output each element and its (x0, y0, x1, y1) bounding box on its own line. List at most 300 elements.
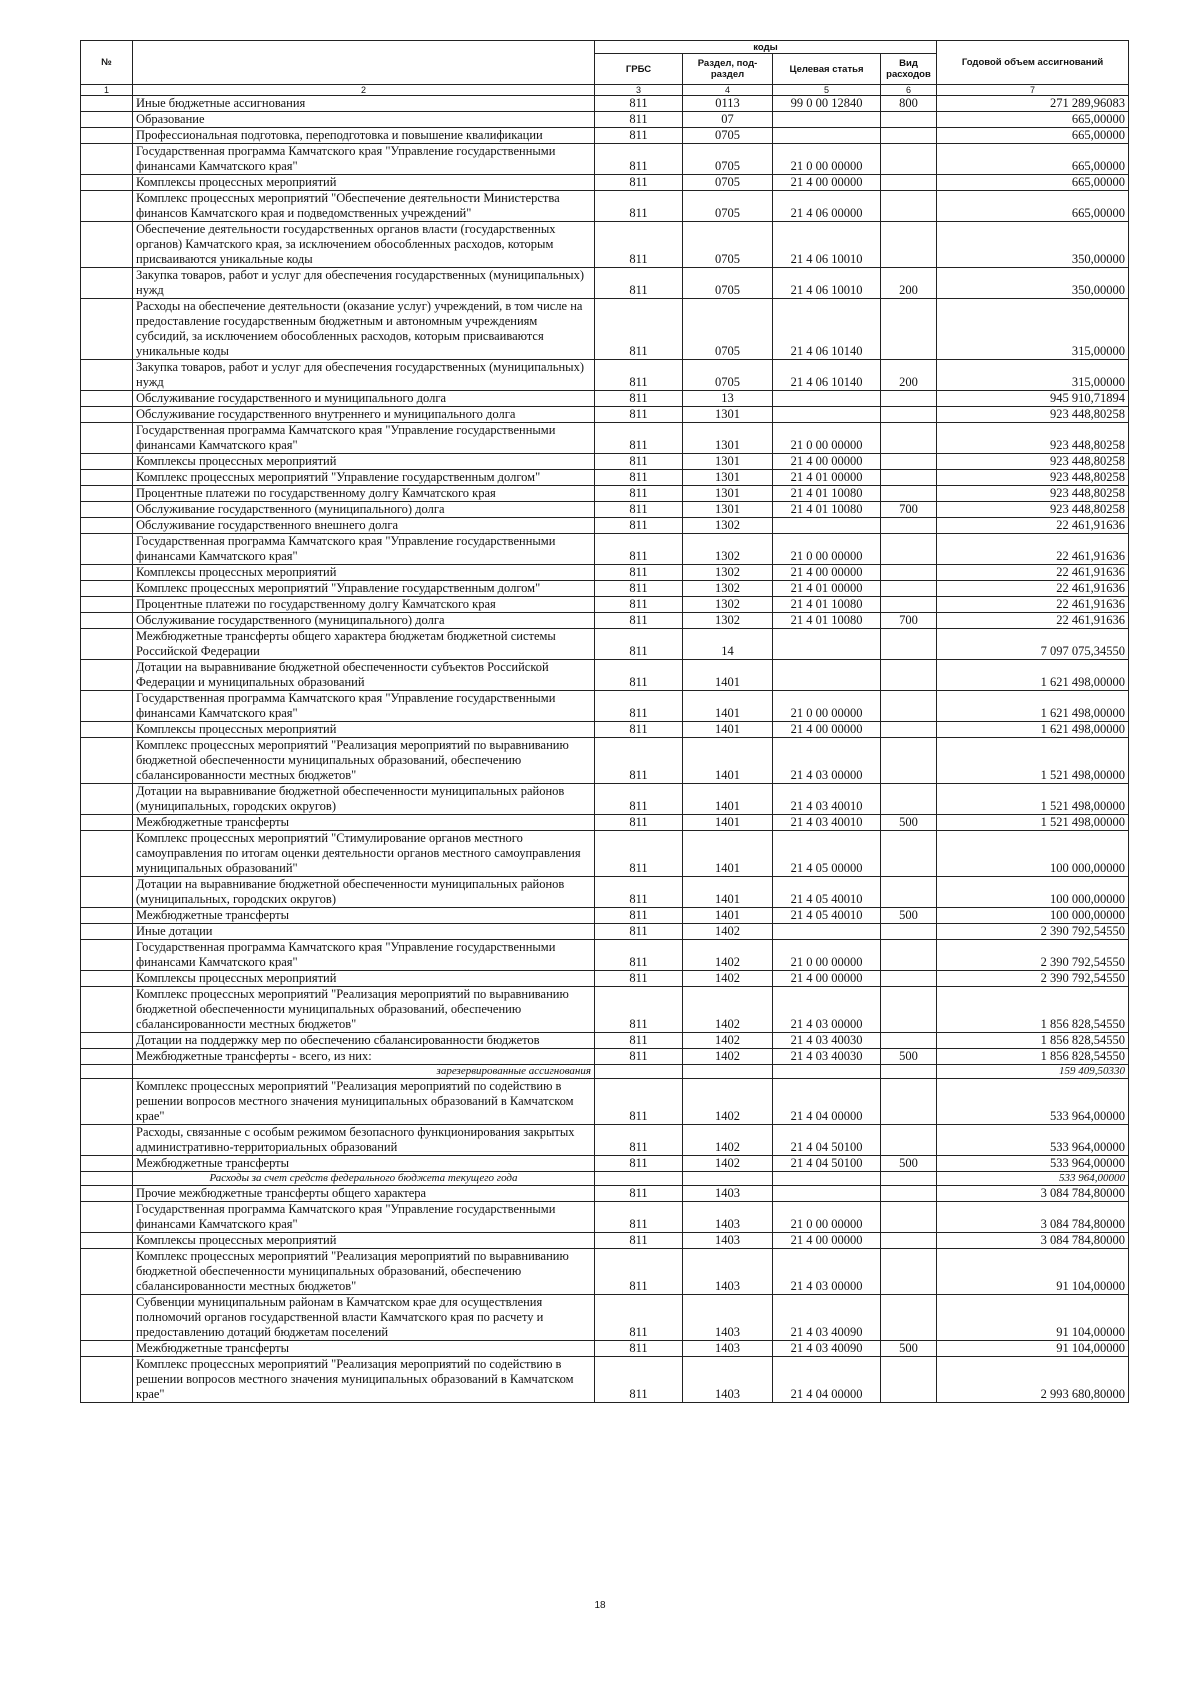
row-target-cell: 21 4 03 00000 (773, 987, 881, 1033)
row-amount-cell: 315,00000 (937, 360, 1129, 391)
row-grbs-cell: 811 (595, 486, 683, 502)
row-kind-cell (881, 486, 937, 502)
table-row (81, 784, 1129, 815)
row-target-cell: 21 4 00 00000 (773, 175, 881, 191)
row-target-cell: 21 0 00 00000 (773, 691, 881, 722)
row-grbs-cell: 811 (595, 222, 683, 268)
row-grbs-cell: 811 (595, 908, 683, 924)
row-target-cell: 21 4 00 00000 (773, 971, 881, 987)
row-kind-cell (881, 738, 937, 784)
row-target-cell (773, 1186, 881, 1202)
row-section-cell: 1403 (683, 1341, 773, 1357)
table-row (81, 128, 1129, 144)
row-kind-cell (881, 454, 937, 470)
row-grbs-cell: 811 (595, 971, 683, 987)
row-kind-cell (881, 597, 937, 613)
row-amount-cell: 100 000,00000 (937, 908, 1129, 924)
row-grbs-cell: 811 (595, 470, 683, 486)
column-numbers-row (81, 85, 1129, 96)
row-kind-cell (881, 940, 937, 971)
row-grbs-cell: 811 (595, 738, 683, 784)
table-row (81, 191, 1129, 222)
row-amount-cell: 22 461,91636 (937, 534, 1129, 565)
row-name-cell: Государственная программа Камчатского края "Управление государственными финансами Камчатского края" (133, 144, 595, 175)
row-name-cell: Процентные платежи по государственному долгу Камчатского края (133, 597, 595, 613)
table-row (81, 691, 1129, 722)
row-grbs-cell: 811 (595, 1341, 683, 1357)
table-row (81, 597, 1129, 613)
row-target-cell: 21 4 01 00000 (773, 470, 881, 486)
row-section-cell: 0705 (683, 144, 773, 175)
row-amount-cell: 923 448,80258 (937, 454, 1129, 470)
row-number-cell (81, 565, 133, 581)
col-number-3: 3 (595, 85, 683, 96)
row-grbs-cell: 811 (595, 1202, 683, 1233)
row-name-cell: Межбюджетные трансферты (133, 1156, 595, 1172)
row-kind-cell (881, 1125, 937, 1156)
table-row (81, 423, 1129, 454)
row-kind-cell (881, 565, 937, 581)
row-kind-cell (881, 518, 937, 534)
row-section-cell: 1301 (683, 470, 773, 486)
row-grbs-cell: 811 (595, 1156, 683, 1172)
row-number-cell (81, 222, 133, 268)
table-row (81, 1233, 1129, 1249)
row-name-cell: Прочие межбюджетные трансферты общего характера (133, 1186, 595, 1202)
row-amount-cell: 91 104,00000 (937, 1249, 1129, 1295)
row-section-cell: 0705 (683, 299, 773, 360)
row-number-cell (81, 1125, 133, 1156)
row-section-cell: 1401 (683, 908, 773, 924)
row-name-cell: Государственная программа Камчатского края "Управление государственными финансами Камчатского края" (133, 940, 595, 971)
row-section-cell: 1403 (683, 1186, 773, 1202)
row-number-cell (81, 1033, 133, 1049)
row-section-cell (683, 1172, 773, 1186)
row-section-cell: 1401 (683, 877, 773, 908)
row-number-cell (81, 470, 133, 486)
row-number-cell (81, 629, 133, 660)
row-amount-cell: 665,00000 (937, 144, 1129, 175)
table-row (81, 470, 1129, 486)
row-amount-cell: 1 856 828,54550 (937, 987, 1129, 1033)
row-amount-cell: 159 409,50330 (937, 1065, 1129, 1079)
table-row (81, 565, 1129, 581)
row-amount-cell: 91 104,00000 (937, 1295, 1129, 1341)
row-section-cell: 1301 (683, 423, 773, 454)
table-row (81, 738, 1129, 784)
row-grbs-cell (595, 1065, 683, 1079)
row-name-cell: зарезервированные ассигнования (133, 1065, 595, 1079)
row-amount-cell: 271 289,96083 (937, 96, 1129, 112)
row-target-cell (773, 128, 881, 144)
row-kind-cell (881, 175, 937, 191)
row-section-cell: 0705 (683, 268, 773, 299)
row-grbs-cell: 811 (595, 815, 683, 831)
row-section-cell: 1301 (683, 407, 773, 423)
row-grbs-cell: 811 (595, 1125, 683, 1156)
row-amount-cell: 533 964,00000 (937, 1125, 1129, 1156)
row-number-cell (81, 660, 133, 691)
header-amount: Годовой объем ассигнований (937, 41, 1129, 85)
row-name-cell: Иные бюджетные ассигнования (133, 96, 595, 112)
row-number-cell (81, 1357, 133, 1403)
header-section: Раздел, под-раздел (683, 54, 773, 85)
row-name-cell: Субвенции муниципальным районам в Камчатском крае для осуществления полномочий органов государственной власти Камчатского края по расчету и предоставлению дотаций бюджетам поселений (133, 1295, 595, 1341)
row-kind-cell (881, 1079, 937, 1125)
row-amount-cell: 923 448,80258 (937, 407, 1129, 423)
row-target-cell: 21 4 00 00000 (773, 722, 881, 738)
row-kind-cell (881, 470, 937, 486)
row-grbs-cell: 811 (595, 454, 683, 470)
table-row (81, 144, 1129, 175)
row-target-cell: 21 4 03 40010 (773, 815, 881, 831)
row-section-cell: 1402 (683, 1033, 773, 1049)
table-row (81, 629, 1129, 660)
row-name-cell: Комплекс процессных мероприятий "Управление государственным долгом" (133, 470, 595, 486)
row-name-cell: Профессиональная подготовка, переподготовка и повышение квалификации (133, 128, 595, 144)
table-row (81, 1249, 1129, 1295)
row-name-cell: Процентные платежи по государственному долгу Камчатского края (133, 486, 595, 502)
row-amount-cell: 315,00000 (937, 299, 1129, 360)
row-section-cell: 1401 (683, 660, 773, 691)
table-row (81, 924, 1129, 940)
row-target-cell (773, 1065, 881, 1079)
row-target-cell: 21 0 00 00000 (773, 423, 881, 454)
row-target-cell: 21 0 00 00000 (773, 940, 881, 971)
row-amount-cell: 22 461,91636 (937, 518, 1129, 534)
table-row (81, 1341, 1129, 1357)
row-number-cell (81, 987, 133, 1033)
row-section-cell: 1401 (683, 738, 773, 784)
table-row (81, 486, 1129, 502)
table-row (81, 1156, 1129, 1172)
table-row (81, 877, 1129, 908)
row-amount-cell: 91 104,00000 (937, 1341, 1129, 1357)
row-grbs-cell: 811 (595, 391, 683, 407)
row-number-cell (81, 1249, 133, 1295)
row-target-cell: 21 4 03 00000 (773, 1249, 881, 1295)
row-number-cell (81, 360, 133, 391)
row-target-cell (773, 924, 881, 940)
row-section-cell: 1403 (683, 1295, 773, 1341)
row-target-cell: 21 0 00 00000 (773, 1202, 881, 1233)
row-amount-cell: 1 521 498,00000 (937, 738, 1129, 784)
row-grbs-cell: 811 (595, 128, 683, 144)
row-kind-cell: 500 (881, 908, 937, 924)
row-amount-cell: 2 390 792,54550 (937, 924, 1129, 940)
table-row (81, 722, 1129, 738)
row-grbs-cell: 811 (595, 96, 683, 112)
row-kind-cell (881, 1295, 937, 1341)
row-grbs-cell: 811 (595, 518, 683, 534)
row-target-cell: 21 4 06 00000 (773, 191, 881, 222)
header-grbs: ГРБС (595, 54, 683, 85)
row-grbs-cell: 811 (595, 423, 683, 454)
row-target-cell: 21 4 05 00000 (773, 831, 881, 877)
row-name-cell: Комплексы процессных мероприятий (133, 722, 595, 738)
row-section-cell: 1403 (683, 1357, 773, 1403)
row-name-cell: Комплексы процессных мероприятий (133, 175, 595, 191)
row-section-cell: 13 (683, 391, 773, 407)
row-kind-cell: 500 (881, 815, 937, 831)
table-row (81, 268, 1129, 299)
row-section-cell: 1403 (683, 1202, 773, 1233)
row-kind-cell (881, 1357, 937, 1403)
row-section-cell: 1403 (683, 1249, 773, 1295)
row-grbs-cell: 811 (595, 175, 683, 191)
row-name-cell: Комплексы процессных мероприятий (133, 565, 595, 581)
row-name-cell: Государственная программа Камчатского края "Управление государственными финансами Камчатского края" (133, 534, 595, 565)
row-target-cell: 21 4 06 10010 (773, 222, 881, 268)
row-kind-cell (881, 660, 937, 691)
table-row (81, 1186, 1129, 1202)
row-amount-cell: 1 856 828,54550 (937, 1033, 1129, 1049)
row-number-cell (81, 486, 133, 502)
row-grbs-cell: 811 (595, 565, 683, 581)
row-amount-cell: 1 621 498,00000 (937, 691, 1129, 722)
table-row (81, 815, 1129, 831)
row-amount-cell: 1 521 498,00000 (937, 784, 1129, 815)
row-name-cell: Государственная программа Камчатского края "Управление государственными финансами Камчатского края" (133, 1202, 595, 1233)
table-row (81, 660, 1129, 691)
row-number-cell (81, 1065, 133, 1079)
row-kind-cell: 700 (881, 613, 937, 629)
row-target-cell: 21 0 00 00000 (773, 144, 881, 175)
row-name-cell: Обслуживание государственного (муниципального) долга (133, 502, 595, 518)
row-target-cell: 21 4 01 10080 (773, 502, 881, 518)
row-name-cell: Комплекс процессных мероприятий "Реализация мероприятий по выравниванию бюджетной обеспеченности муниципальных образований, обеспечению сбалансированности местных бюджетов" (133, 1249, 595, 1295)
row-name-cell: Государственная программа Камчатского края "Управление государственными финансами Камчатского края" (133, 423, 595, 454)
row-amount-cell: 22 461,91636 (937, 565, 1129, 581)
row-grbs-cell: 811 (595, 581, 683, 597)
row-name-cell: Комплекс процессных мероприятий "Реализация мероприятий по выравниванию бюджетной обеспеченности муниципальных образований, обеспечению сбалансированности местных бюджетов" (133, 738, 595, 784)
row-number-cell (81, 738, 133, 784)
row-kind-cell (881, 407, 937, 423)
row-section-cell: 1402 (683, 1125, 773, 1156)
row-grbs-cell: 811 (595, 613, 683, 629)
row-grbs-cell: 811 (595, 534, 683, 565)
row-kind-cell (881, 1249, 937, 1295)
row-target-cell: 21 4 01 10080 (773, 613, 881, 629)
row-target-cell: 21 4 03 00000 (773, 738, 881, 784)
header-num: № (81, 41, 133, 85)
table-row (81, 96, 1129, 112)
row-grbs-cell: 811 (595, 191, 683, 222)
row-section-cell: 0705 (683, 175, 773, 191)
row-section-cell: 1302 (683, 518, 773, 534)
row-name-cell: Закупка товаров, работ и услуг для обеспечения государственных (муниципальных) нужд (133, 360, 595, 391)
row-number-cell (81, 908, 133, 924)
row-name-cell: Межбюджетные трансферты - всего, из них: (133, 1049, 595, 1065)
col-number-2: 2 (133, 85, 595, 96)
row-grbs-cell: 811 (595, 1233, 683, 1249)
budget-table (80, 40, 1129, 1403)
row-target-cell (773, 407, 881, 423)
row-kind-cell: 500 (881, 1156, 937, 1172)
row-number-cell (81, 722, 133, 738)
row-kind-cell (881, 831, 937, 877)
row-amount-cell: 350,00000 (937, 268, 1129, 299)
page-number: 18 (594, 1600, 606, 1611)
row-grbs-cell: 811 (595, 112, 683, 128)
row-section-cell: 1401 (683, 815, 773, 831)
header-kind: Вид расходов (881, 54, 937, 85)
table-row (81, 518, 1129, 534)
table-row (81, 908, 1129, 924)
row-number-cell (81, 1156, 133, 1172)
row-amount-cell: 100 000,00000 (937, 877, 1129, 908)
row-name-cell: Комплексы процессных мероприятий (133, 971, 595, 987)
row-name-cell: Дотации на выравнивание бюджетной обеспеченности муниципальных районов (муниципальных, городских округов) (133, 877, 595, 908)
row-number-cell (81, 784, 133, 815)
row-kind-cell: 700 (881, 502, 937, 518)
row-number-cell (81, 877, 133, 908)
row-name-cell: Обслуживание государственного и муниципального долга (133, 391, 595, 407)
row-target-cell: 21 4 00 00000 (773, 454, 881, 470)
row-grbs-cell: 811 (595, 877, 683, 908)
row-name-cell: Государственная программа Камчатского края "Управление государственными финансами Камчатского края" (133, 691, 595, 722)
row-amount-cell: 923 448,80258 (937, 470, 1129, 486)
row-kind-cell (881, 1233, 937, 1249)
row-kind-cell (881, 924, 937, 940)
row-kind-cell: 800 (881, 96, 937, 112)
table-row (81, 987, 1129, 1033)
row-number-cell (81, 1079, 133, 1125)
row-number-cell (81, 1341, 133, 1357)
row-grbs-cell: 811 (595, 1186, 683, 1202)
row-amount-cell: 3 084 784,80000 (937, 1186, 1129, 1202)
row-name-cell: Комплекс процессных мероприятий "Обеспечение деятельности Министерства финансов Камчатского края и подведомственных учреждений" (133, 191, 595, 222)
row-target-cell: 21 4 01 10080 (773, 486, 881, 502)
row-grbs-cell: 811 (595, 784, 683, 815)
row-section-cell: 1301 (683, 454, 773, 470)
row-section-cell: 1402 (683, 1079, 773, 1125)
row-amount-cell: 100 000,00000 (937, 831, 1129, 877)
row-number-cell (81, 423, 133, 454)
row-grbs-cell: 811 (595, 1295, 683, 1341)
row-number-cell (81, 1233, 133, 1249)
row-number-cell (81, 96, 133, 112)
row-number-cell (81, 112, 133, 128)
row-amount-cell: 3 084 784,80000 (937, 1202, 1129, 1233)
row-target-cell: 21 4 05 40010 (773, 877, 881, 908)
row-amount-cell: 1 856 828,54550 (937, 1049, 1129, 1065)
table-row (81, 407, 1129, 423)
row-amount-cell: 22 461,91636 (937, 597, 1129, 613)
row-target-cell (773, 112, 881, 128)
row-number-cell (81, 268, 133, 299)
row-grbs-cell: 811 (595, 831, 683, 877)
row-number-cell (81, 1172, 133, 1186)
row-target-cell: 21 0 00 00000 (773, 534, 881, 565)
table-row (81, 299, 1129, 360)
row-number-cell (81, 613, 133, 629)
table-row (81, 940, 1129, 971)
row-target-cell: 21 4 04 00000 (773, 1079, 881, 1125)
row-grbs-cell: 811 (595, 360, 683, 391)
row-number-cell (81, 691, 133, 722)
row-kind-cell (881, 128, 937, 144)
row-amount-cell: 533 964,00000 (937, 1172, 1129, 1186)
row-name-cell: Расходы за счет средств федерального бюджета текущего года (133, 1172, 595, 1186)
row-target-cell (773, 1172, 881, 1186)
col-number-7: 7 (937, 85, 1129, 96)
col-number-1: 1 (81, 85, 133, 96)
row-number-cell (81, 815, 133, 831)
row-name-cell: Иные дотации (133, 924, 595, 940)
row-grbs-cell: 811 (595, 1049, 683, 1065)
row-amount-cell: 665,00000 (937, 175, 1129, 191)
table-body (81, 96, 1129, 1403)
row-kind-cell (881, 987, 937, 1033)
row-target-cell (773, 518, 881, 534)
row-amount-cell: 2 390 792,54550 (937, 971, 1129, 987)
header-codes: коды (595, 41, 937, 54)
row-number-cell (81, 1295, 133, 1341)
row-name-cell: Дотации на выравнивание бюджетной обеспеченности муниципальных районов (муниципальных, городских округов) (133, 784, 595, 815)
row-target-cell (773, 391, 881, 407)
row-amount-cell: 533 964,00000 (937, 1079, 1129, 1125)
row-kind-cell: 500 (881, 1341, 937, 1357)
row-name-cell: Комплекс процессных мероприятий "Реализация мероприятий по выравниванию бюджетной обеспеченности муниципальных образований, обеспечению сбалансированности местных бюджетов" (133, 987, 595, 1033)
table-row (81, 1049, 1129, 1065)
row-name-cell: Межбюджетные трансферты (133, 815, 595, 831)
row-kind-cell (881, 423, 937, 454)
row-grbs-cell: 811 (595, 1079, 683, 1125)
table-row (81, 502, 1129, 518)
row-number-cell (81, 1186, 133, 1202)
col-number-4: 4 (683, 85, 773, 96)
row-kind-cell (881, 581, 937, 597)
row-name-cell: Обеспечение деятельности государственных органов власти (государственных органов) Камчатского края, за исключением обособленных расходов, которым присваиваются уникальные коды (133, 222, 595, 268)
row-name-cell: Дотации на поддержку мер по обеспечению сбалансированности бюджетов (133, 1033, 595, 1049)
row-grbs-cell: 811 (595, 987, 683, 1033)
table-row (81, 1295, 1129, 1341)
row-grbs-cell: 811 (595, 407, 683, 423)
row-number-cell (81, 924, 133, 940)
row-amount-cell: 2 993 680,80000 (937, 1357, 1129, 1403)
row-kind-cell (881, 299, 937, 360)
row-amount-cell: 350,00000 (937, 222, 1129, 268)
row-section-cell: 1401 (683, 831, 773, 877)
row-kind-cell (881, 629, 937, 660)
row-section-cell: 0113 (683, 96, 773, 112)
row-section-cell: 0705 (683, 191, 773, 222)
row-section-cell: 1401 (683, 784, 773, 815)
table-row (81, 971, 1129, 987)
row-name-cell: Комплекс процессных мероприятий "Реализация мероприятий по содействию в решении вопросов местного значения муниципальных образований в Камчатском крае" (133, 1357, 595, 1403)
row-kind-cell (881, 877, 937, 908)
table-row (81, 175, 1129, 191)
row-grbs-cell: 811 (595, 691, 683, 722)
row-grbs-cell: 811 (595, 940, 683, 971)
row-kind-cell (881, 722, 937, 738)
header-name (133, 41, 595, 85)
row-name-cell: Комплекс процессных мероприятий "Стимулирование органов местного самоуправления по итогам оценки деятельности органов местного самоуправления муниципальных образований" (133, 831, 595, 877)
row-section-cell: 1401 (683, 691, 773, 722)
row-amount-cell: 945 910,71894 (937, 391, 1129, 407)
row-amount-cell: 22 461,91636 (937, 581, 1129, 597)
row-section-cell: 1302 (683, 597, 773, 613)
row-section-cell: 14 (683, 629, 773, 660)
row-amount-cell: 923 448,80258 (937, 502, 1129, 518)
row-kind-cell (881, 391, 937, 407)
row-kind-cell: 500 (881, 1049, 937, 1065)
row-section-cell: 1403 (683, 1233, 773, 1249)
row-section-cell (683, 1065, 773, 1079)
table-row (81, 391, 1129, 407)
row-number-cell (81, 128, 133, 144)
